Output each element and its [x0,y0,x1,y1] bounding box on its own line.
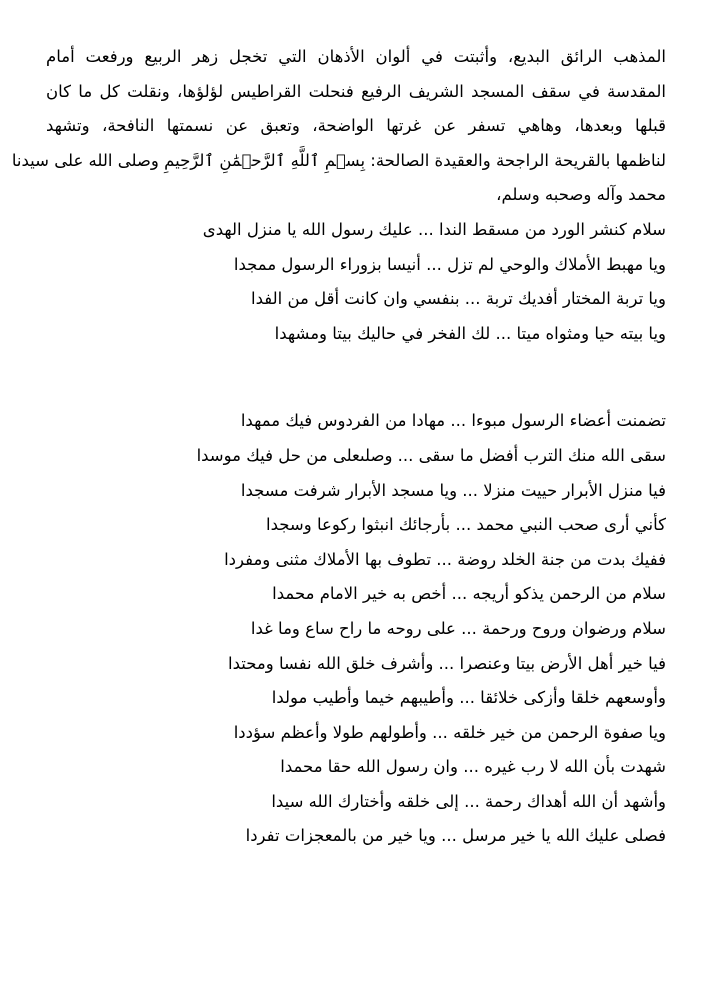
prose-line: قبلها وبعدها، وهاهي تسفر عن غرتها الواضحة، وتعبق عن نسمتها النافحة، وتشهد [46,116,666,136]
verse-line: سلام ورضوان وروح ورحمة ... على روحه ما راح ساع وما غدا [250,618,666,638]
verse-line: ففيك بدت من جنة الخلد روضة ... تطوف بها الأملاك مثنى ومفردا [224,549,666,569]
verse-line: وأوسعهم خلقا وأزكى خلائقا ... وأطيبهم خيما وأطيب مولدا [271,688,666,708]
document-page [11,40,666,854]
verse-line: فصلى عليك الله يا خير مرسل ... ويا خير من بالمعجزات تفردا [245,826,666,846]
prose-line: المقدسة في سقف المسجد الشريف الرفيع فنحلت القراطيس لؤلؤها، ونقلت كل ما كان [46,81,666,101]
verse-line: وأشهد أن الله أهداك رحمة ... إلى خلقه وأختارك الله سيدا [271,791,666,811]
prose-line: لناظمها بالقريحة الراجحة والعقيدة الصالحة: بِسۡمِ ٱللَّهِ ٱلرَّحۡمَٰنِ ٱلرَّحِيمِ وصلى الله على سيدنا [11,150,666,170]
verse-line: شهدت بأن الله لا رب غيره ... وان رسول الله حقا محمدا [280,757,666,777]
poem-stanza-2 [46,404,666,854]
verse-line: فيا منزل الأبرار حييت منزلا ... ويا مسجد الأبرار شرفت مسجدا [240,480,666,500]
verse-line: ويا مهبط الأملاك والوحي لم تزل ... أنيسا بزوراء الرسول ممجدا [233,254,666,274]
intro-paragraph [11,40,666,213]
verse-line: سقى الله منك الترب أفضل ما سقى ... وصلىعلى من حل فيك موسدا [196,445,666,465]
verse-line: ويا بيته حيا ومثواه ميتا ... لك الفخر في حاليك بيتا ومشهدا [274,323,666,343]
prose-line: المذهب الرائق البديع، وأثبتت في ألوان الأذهان التي تخجل زهر الربيع ورفعت أمام [46,47,666,66]
verse-line: كأني أرى صحب النبي محمد ... بأرجائك انبثوا ركوعا وسجدا [266,515,666,535]
verse-line: ويا صفوة الرحمن من خير خلقه ... وأطولهم طولا وأعظم سؤددا [233,722,666,742]
prose-line: محمد وآله وصحبه وسلم، [496,185,666,205]
verse-line: سلام من الرحمن يذكو أريجه ... أخص به خير الامام محمدا [272,584,666,604]
stanza-gap [46,351,666,404]
verse-line: سلام كنشر الورد من مسقط الندا ... عليك رسول الله يا منزل الهدى [202,219,666,239]
poem-stanza-1 [46,213,666,351]
verse-line: تضمنت أعضاء الرسول مبوءا ... مهادا من الفردوس فيك ممهدا [240,411,666,431]
verse-line: فيا خير أهل الأرض بيتا وعنصرا ... وأشرف خلق الله نفسا ومحتدا [228,653,666,673]
verse-line: ويا تربة المختار أفديك تربة ... بنفسي وان كانت أقل من الفدا [251,289,666,309]
